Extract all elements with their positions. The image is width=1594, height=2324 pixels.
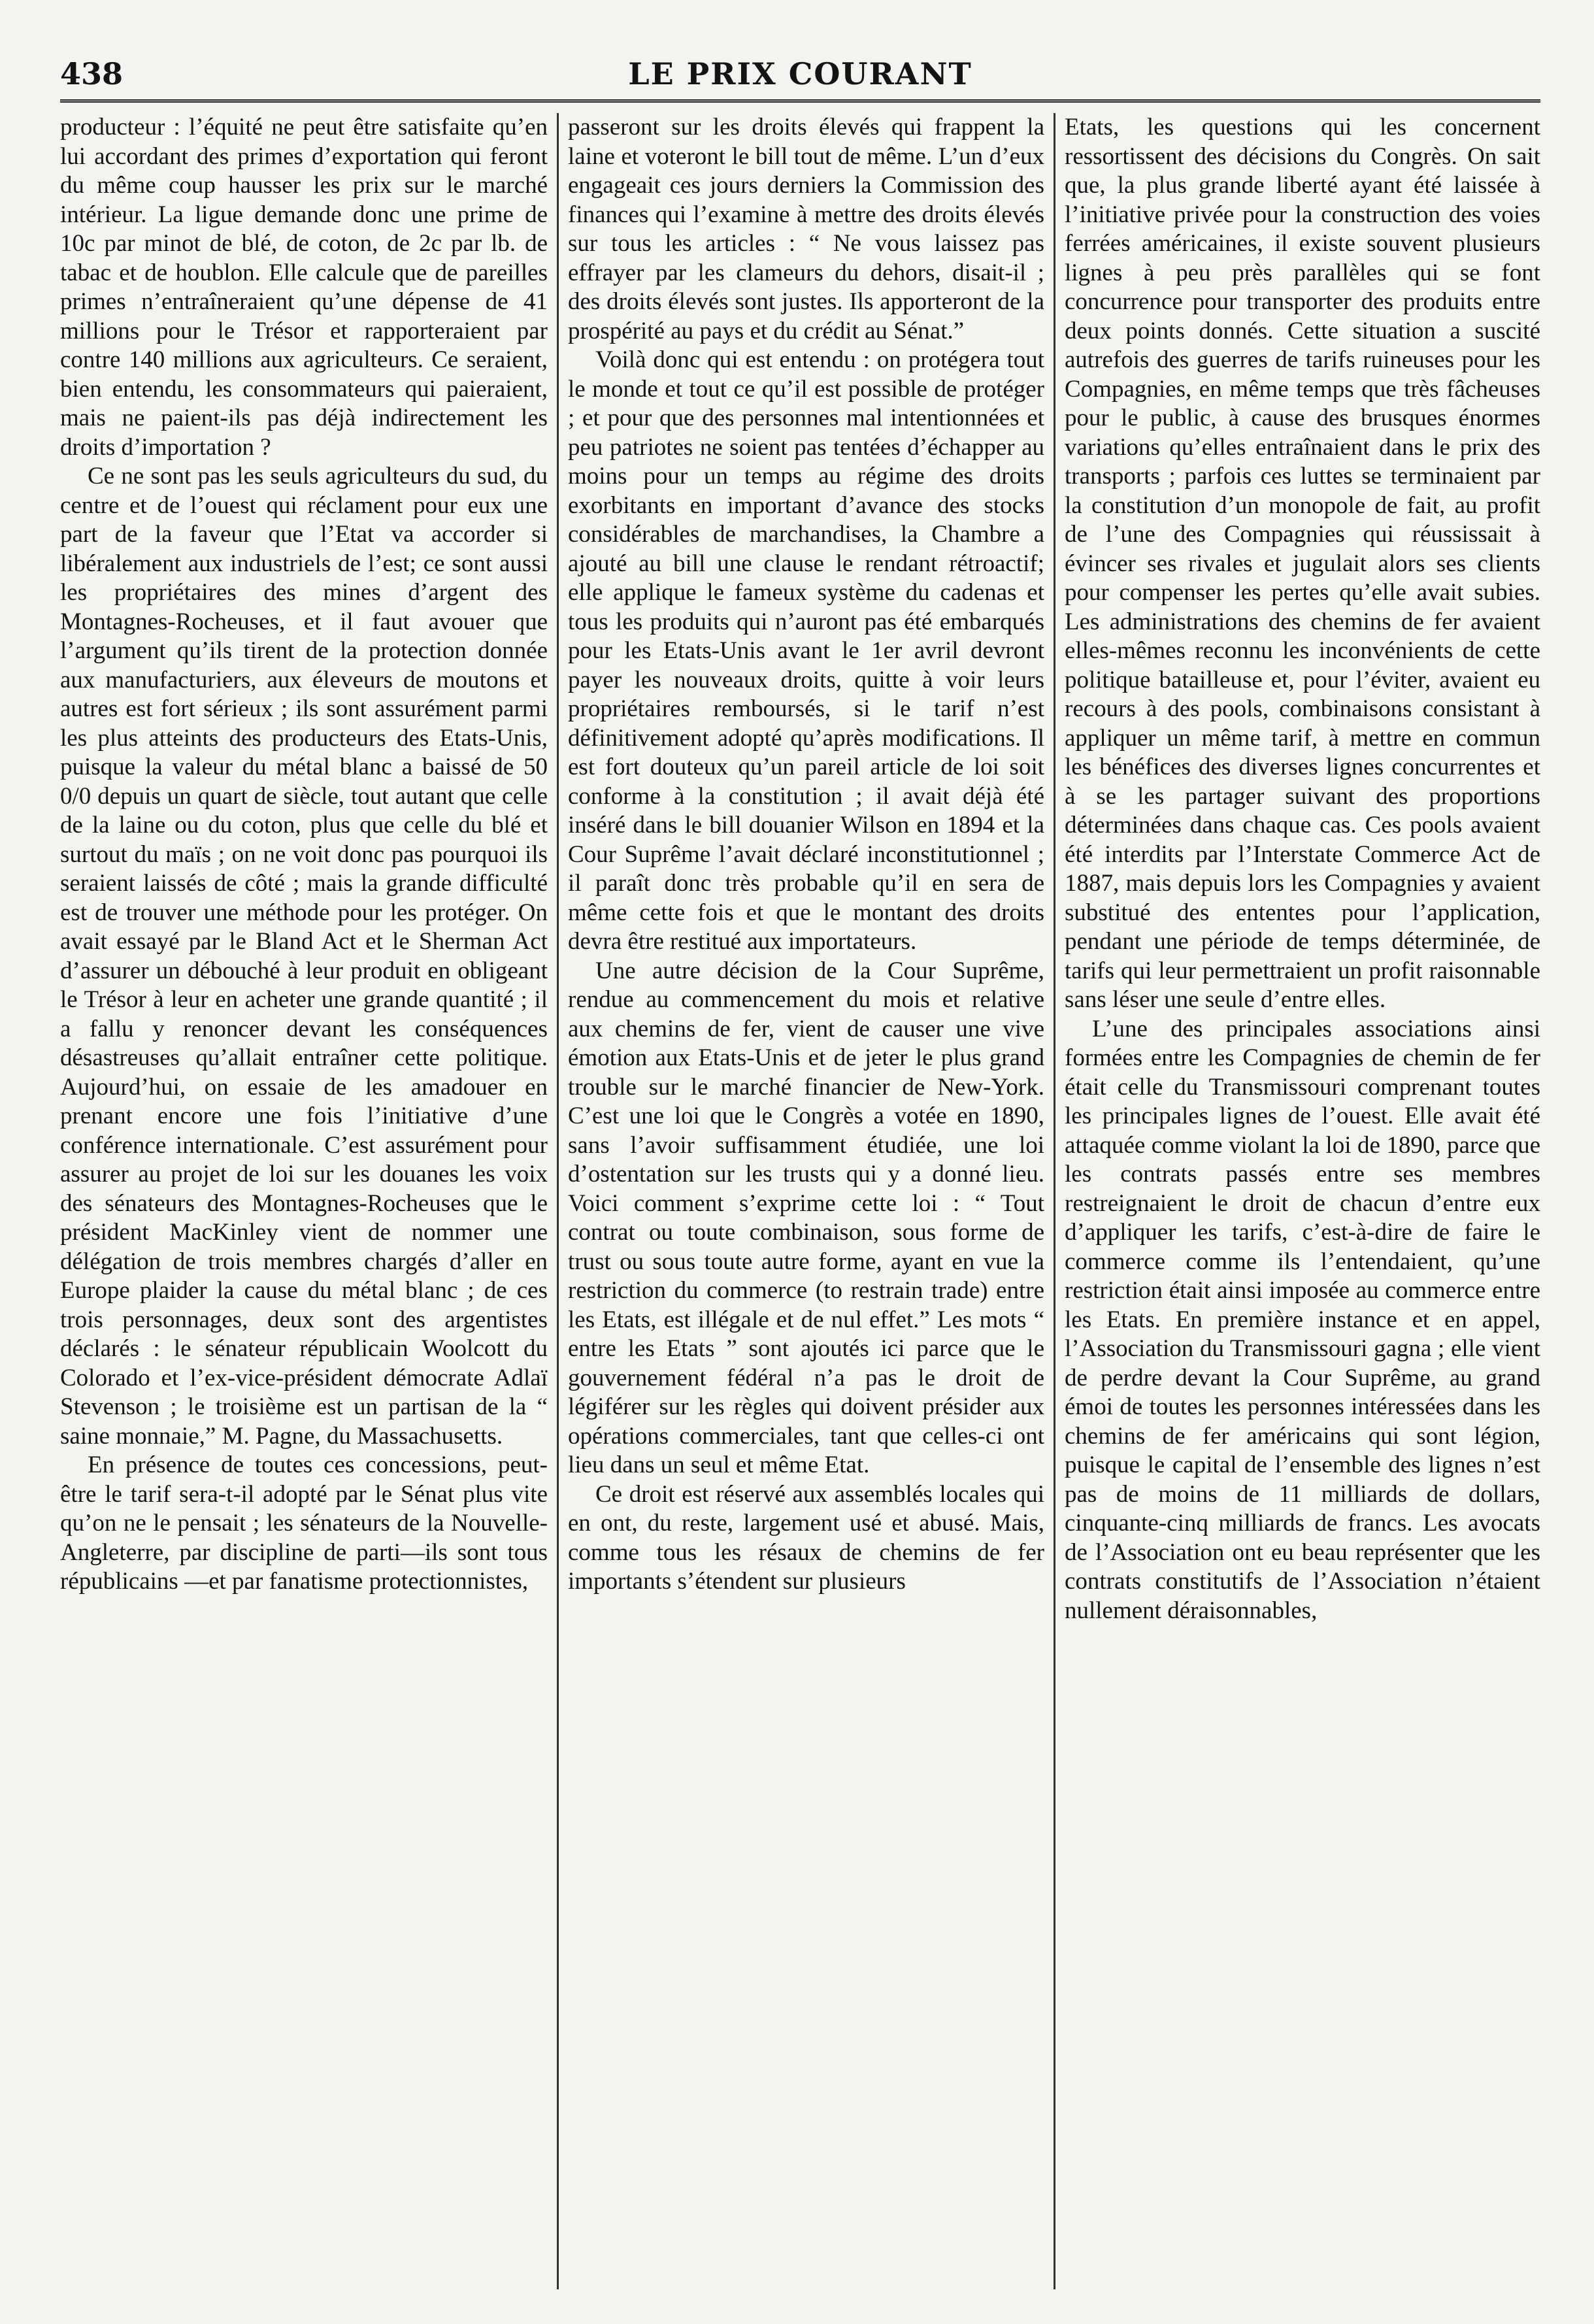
paragraph: En présence de toutes ces concessions, peut-être le tarif sera-t-il adopté par le Sénat plus vite qu’on ne le pensait ; les sénateurs de la Nouvelle-Angleterre, par discipline de parti—ils sont tous républicains —et par fanatisme protectionnistes, <box>60 1452 548 1595</box>
paragraph: producteur : l’équité ne peut être satisfaite qu’en lui accordant des primes d’exportation qui feront du même coup hausser les prix sur le marché intérieur. La ligue demande donc une prime de 10c par minot de blé, de coton, de 2c par lb. de tabac et de houblon. Elle calcule que de pareilles primes n’entraîneraient qu’une dépense de 41 millions pour le Trésor et rapporteraient par contre 140 millions aux agriculteurs. Ce seraient, bien entendu, les consommateurs qui paieraient, mais ne paient-ils pas déjà indirectement les droits d’importation ? <box>60 114 548 461</box>
text-column-2 <box>557 113 1054 2289</box>
paragraph: Une autre décision de la Cour Suprême, rendue au commencement du mois et relative aux chemins de fer, vient de causer une vive émotion aux Etats-Unis et de jeter le plus grand trouble sur le marché financier de New-York. C’est une loi que le Congrès a votée en 1890, sans l’avoir suffisamment étudiée, une loi d’ostentation sur les trusts qui y a donné lieu. Voici comment s’exprime cette loi : “ Tout contrat ou toute combinaison, sous forme de trust ou sous toute autre forme, ayant en vue la restriction du commerce (to restrain trade) entre les Etats, est illégale et de nul effet.” Les mots “ entre les Etats ” sont ajoutés ici parce que le gouvernement fédéral n’a pas le droit de légiférer sur les règles qui doivent présider aux opérations commerciales, tant que celles-ci ont lieu dans un seul et même Etat. <box>568 957 1044 1478</box>
paragraph: Ce droit est réservé aux assemblés locales qui en ont, du reste, largement usé et abusé. Mais, comme tous les résaux de chemins de fer importants s’étendent sur plusieurs <box>568 1480 1044 1595</box>
paragraph: Ce ne sont pas les seuls agriculteurs du sud, du centre et de l’ouest qui réclament pour eux une part de la faveur que l’Etat va accorder si libéralement aux industriels de l’est; ce sont aussi les propriétaires des mines d’argent des Montagnes-Rocheuses, et il faut avouer que l’argument qu’ils tirent de la protection donnée aux manufacturiers, aux éleveurs de moutons et autres est fort sérieux ; ils sont assurément parmi les plus atteints des producteurs des Etats-Unis, puisque la valeur du métal blanc a baissé de 50 0/0 depuis un quart de siècle, tout autant que celle de la laine ou du coton, plus que celle du blé et surtout du maïs ; on ne voit donc pas pourquoi ils seraient laissés de côté ; mais la grande difficulté est de trouver une méthode pour les protéger. On avait essayé par le Bland Act et le Sherman Act d’assurer un débouché à leur produit en obligeant le Trésor à leur en acheter une grande quantité ; il a fallu y renoncer devant les conséquences désastreuses qu’allait entraîner cette politique. Aujourd’hui, on essaie de les amadouer en prenant encore une fois l’initiative d’une conférence internationale. C’est assurément pour assurer au projet de loi sur les douanes les voix des sénateurs des Montagnes-Rocheuses que le président MacKinley vient de nommer une délégation de trois membres chargés d’aller en Europe plaider la cause du métal blanc ; de ces trois personnages, deux sont des argentistes déclarés : le sénateur républicain Woolcott du Colorado et l’ex-vice-président démocrate Adlaï Stevenson ; le troisième est un partisan de la “ saine monnaie,” M. Pagne, du Massachusetts. <box>60 463 548 1450</box>
journal-title: LE PRIX COURANT <box>628 56 972 91</box>
paragraph: Voilà donc qui est entendu : on protégera tout le monde et tout ce qu’il est possible de protéger ; et pour que des personnes mal intentionnées et peu patriotes ne soient pas tentées d’échapper au moins pour un temps au régime des droits exorbitants en important d’avance des stocks considérables de marchandises, la Chambre a ajouté au bill une clause le rendant rétroactif; elle applique le fameux système du cadenas et tous les produits qui n’auront pas été embarqués pour les Etats-Unis avant le 1er avril devront payer les nouveaux droits, quitte à voir leurs propriétaires remboursés, si le tarif n’est définitivement adopté qu’après modifications. Il est fort douteux qu’un pareil article de loi soit conforme à la constitution ; il avait déjà été inséré dans le bill douanier Wilson en 1894 et la Cour Suprême l’avait déclaré inconstitutionnel ; il paraît donc très probable qu’il en sera de même cette fois et que le montant des droits devra être restitué aux importateurs. <box>568 346 1044 955</box>
page-header <box>60 52 1540 103</box>
page-number: 438 <box>60 56 124 91</box>
text-columns <box>60 113 1540 2289</box>
text-column-1 <box>60 113 557 2289</box>
paragraph: passeront sur les droits élevés qui frappent la laine et voteront le bill tout de même. L’un d’eux engageait ces jours derniers la Commission des finances qui l’examine à mettre des droits élevés sur tous les articles : “ Ne vous laissez pas effrayer par les clameurs du dehors, disait-il ; des droits élevés sont justes. Ils apporteront de la prospérité au pays et du crédit au Sénat.” <box>568 114 1044 344</box>
text-column-3 <box>1054 113 1540 2289</box>
paragraph: Etats, les questions qui les concernent ressortissent des décisions du Congrès. On sait que, la plus grande liberté ayant été laissée à l’initiative privée pour la construction des voies ferrées américaines, il existe souvent plusieurs lignes à peu près parallèles qui se font concurrence pour transporter des produits entre deux points donnés. Cette situation a suscité autrefois des guerres de tarifs ruineuses pour les Compagnies, en même temps que très fâcheuses pour le public, à cause des brusques énormes variations qu’elles entraînaient dans le prix des transports ; parfois ces luttes se terminaient par la constitution d’un monopole de fait, au profit de l’une des Compagnies qui réussissait à évincer ses rivales et jugulait alors ses clients pour compenser les pertes qu’elle avait subies. Les administrations des chemins de fer avaient elles-mêmes reconnu les inconvénients de cette politique batailleuse et, pour l’éviter, avaient eu recours à des pools, combinaisons consistant à appliquer un même tarif, à mettre en commun les bénéfices des diverses lignes concurrentes et à se les partager suivant des proportions déterminées dans chaque cas. Ces pools avaient été interdits par l’Interstate Commerce Act de 1887, mais depuis lors les Compagnies y avaient substitué des ententes pour l’application, pendant une période de temps déterminée, de tarifs qui leur permettraient un profit raisonnable sans léser une seule d’entre elles. <box>1065 114 1540 1013</box>
paragraph: L’une des principales associations ainsi formées entre les Compagnies de chemin de fer était celle du Transmissouri comprenant toutes les principales lignes de l’ouest. Elle avait été attaquée comme violant la loi de 1890, parce que les contrats passés entre ses membres restreignaient le droit de chacun d’entre eux d’appliquer les tarifs, c’est-à-dire de faire le commerce comme ils l’entendaient, qu’une restriction était ainsi imposée au commerce entre les Etats. En première instance et en appel, l’Association du Transmissouri gagna ; elle vient de perdre devant la Cour Suprême, au grand émoi de toutes les personnes intéressées dans les chemins de fer américains qui sont légion, puisque le capital de l’ensemble des lignes n’est pas de moins de 11 milliards de dollars, cinquante-cinq milliards de francs. Les avocats de l’Association ont eu beau représenter que les contrats constitutifs de l’Association n’étaient nullement déraisonnables, <box>1065 1015 1540 1624</box>
